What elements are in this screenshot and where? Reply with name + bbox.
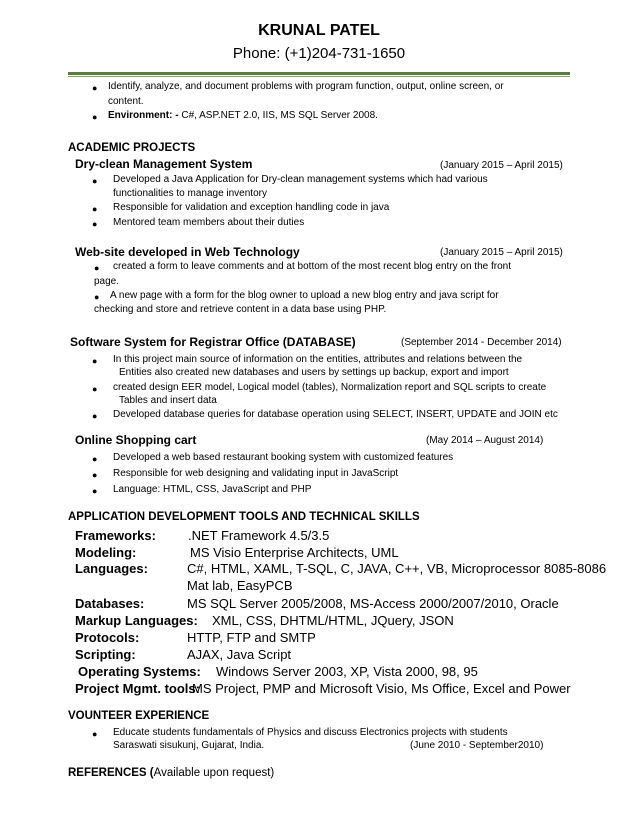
environment-label: Environment: -: [108, 110, 179, 121]
bullet-icon: ●: [92, 219, 98, 229]
section-heading-skills: APPLICATION DEVELOPMENT TOOLS AND TECHNICAL SKILLS: [68, 511, 420, 523]
project-bullet-text: Language: HTML, CSS, JavaScript and PHP: [113, 484, 312, 495]
skill-value: .NET Framework 4.5/3.5: [188, 528, 330, 543]
resume-name: KRUNAL PATEL: [258, 22, 380, 39]
project-title: Web-site developed in Web Technology: [75, 245, 300, 259]
bullet-icon: ●: [94, 263, 100, 273]
skill-value: MS SQL Server 2005/2008, MS-Access 2000/2007/2010, Oracle: [187, 596, 559, 611]
bullet-icon: ●: [92, 112, 98, 122]
skill-label: Databases:: [75, 596, 145, 611]
bullet-icon: ●: [94, 292, 100, 302]
bullet-icon: ●: [92, 486, 98, 496]
volunteer-location: Saraswati sisukunj, Gujarat, India.: [113, 740, 265, 751]
project-bullet-text: Tables and insert data: [119, 395, 217, 406]
volunteer-text: Educate students fundamentals of Physics and discuss Electronics projects with students: [113, 727, 508, 738]
experience-bullet-text: content.: [108, 96, 144, 107]
volunteer-date: (June 2010 - September2010): [410, 740, 544, 751]
skill-label: Markup Languages:: [75, 613, 198, 628]
header-divider: [68, 72, 570, 75]
bullet-icon: ●: [92, 176, 98, 186]
skill-label: Operating Systems:: [78, 664, 201, 679]
skill-label: Protocols:: [75, 630, 140, 645]
bullet-icon: ●: [92, 454, 98, 464]
project-bullet-text: Developed a Java Application for Dry-clean management systems which had various: [113, 174, 488, 185]
skill-value: XML, CSS, DHTML/HTML, JQuery, JSON: [212, 613, 454, 628]
skill-label: Languages:: [75, 561, 148, 576]
project-date: (May 2014 – August 2014): [426, 435, 544, 446]
skill-value: Mat lab, EasyPCB: [187, 578, 293, 593]
section-heading-academic: ACADEMIC PROJECTS: [68, 142, 196, 154]
project-bullet-text: Developed a web based restaurant booking system with customized features: [113, 452, 454, 463]
skill-value: C#, HTML, XAML, T-SQL, C, JAVA, C++, VB, Microprocessor 8085-8086: [187, 561, 607, 576]
references-heading: REFERENCES (: [68, 767, 154, 779]
references-note: Available upon request): [153, 767, 275, 779]
bullet-icon: ●: [92, 470, 98, 480]
phone-number: Phone: (+1)204-731-1650: [232, 45, 406, 62]
bullet-icon: ●: [92, 356, 98, 366]
skill-value: MS Project, PMP and Microsoft Visio, Ms Office, Excel and Power: [192, 681, 571, 696]
environment-line: [108, 110, 378, 121]
project-date: (January 2015 – April 2015): [440, 160, 563, 171]
project-bullet-text: functionalities to manage inventory: [113, 188, 267, 199]
bullet-icon: ●: [92, 411, 98, 421]
skill-label: Frameworks:: [75, 528, 156, 543]
project-date: (September 2014 - December 2014): [401, 337, 562, 348]
header-divider-thin: [68, 76, 570, 77]
project-title: Software System for Registrar Office (DATABASE): [70, 335, 356, 349]
project-title: Dry-clean Management System: [75, 157, 253, 171]
project-bullet-text: checking and store and retrieve content in a data base using PHP.: [94, 304, 387, 315]
bullet-icon: ●: [92, 384, 98, 394]
references-line: [68, 767, 274, 779]
project-bullet-text: Mentored team members about their duties: [113, 217, 305, 228]
skill-value: Windows Server 2003, XP, Vista 2000, 98, 95: [216, 664, 478, 679]
skill-label: Project Mgmt. tools:: [75, 681, 200, 696]
skill-label: Scripting:: [75, 647, 136, 662]
project-title: Online Shopping cart: [75, 433, 197, 447]
environment-value: C#, ASP.NET 2.0, IIS, MS SQL Server 2008.: [181, 110, 378, 121]
bullet-icon: ●: [92, 204, 98, 214]
skill-value: MS Visio Enterprise Architects, UML: [190, 545, 399, 560]
section-heading-volunteer: VOUNTEER EXPERIENCE: [68, 710, 210, 722]
skill-value: HTTP, FTP and SMTP: [187, 630, 316, 645]
project-bullet-text: Responsible for web designing and validating input in JavaScript: [113, 468, 399, 479]
project-bullet-text: created design EER model, Logical model (tables), Normalization report and SQL scripts to create: [113, 382, 547, 393]
bullet-icon: ●: [92, 83, 98, 93]
project-bullet-text: A new page with a form for the blog owner to upload a new blog entry and java script for: [110, 290, 499, 301]
project-bullet-text: page.: [94, 276, 120, 287]
bullet-icon: ●: [92, 729, 98, 739]
skill-value: AJAX, Java Script: [187, 647, 292, 662]
project-bullet-text: In this project main source of information on the entities, attributes and relations between the: [113, 354, 523, 365]
project-date: (January 2015 – April 2015): [440, 247, 563, 258]
project-bullet-text: Developed database queries for database operation using SELECT, INSERT, UPDATE and JOIN etc: [113, 409, 558, 420]
project-bullet-text: Responsible for validation and exception handling code in java: [113, 202, 390, 213]
skill-label: Modeling:: [75, 545, 137, 560]
project-bullet-text: created a form to leave comments and at bottom of the most recent blog entry on the front: [113, 261, 511, 272]
experience-bullet-text: Identify, analyze, and document problems with program function, output, online screen, or: [108, 81, 504, 92]
project-bullet-text: Entities also created new databases and users by settings up backup, export and import: [119, 367, 509, 378]
